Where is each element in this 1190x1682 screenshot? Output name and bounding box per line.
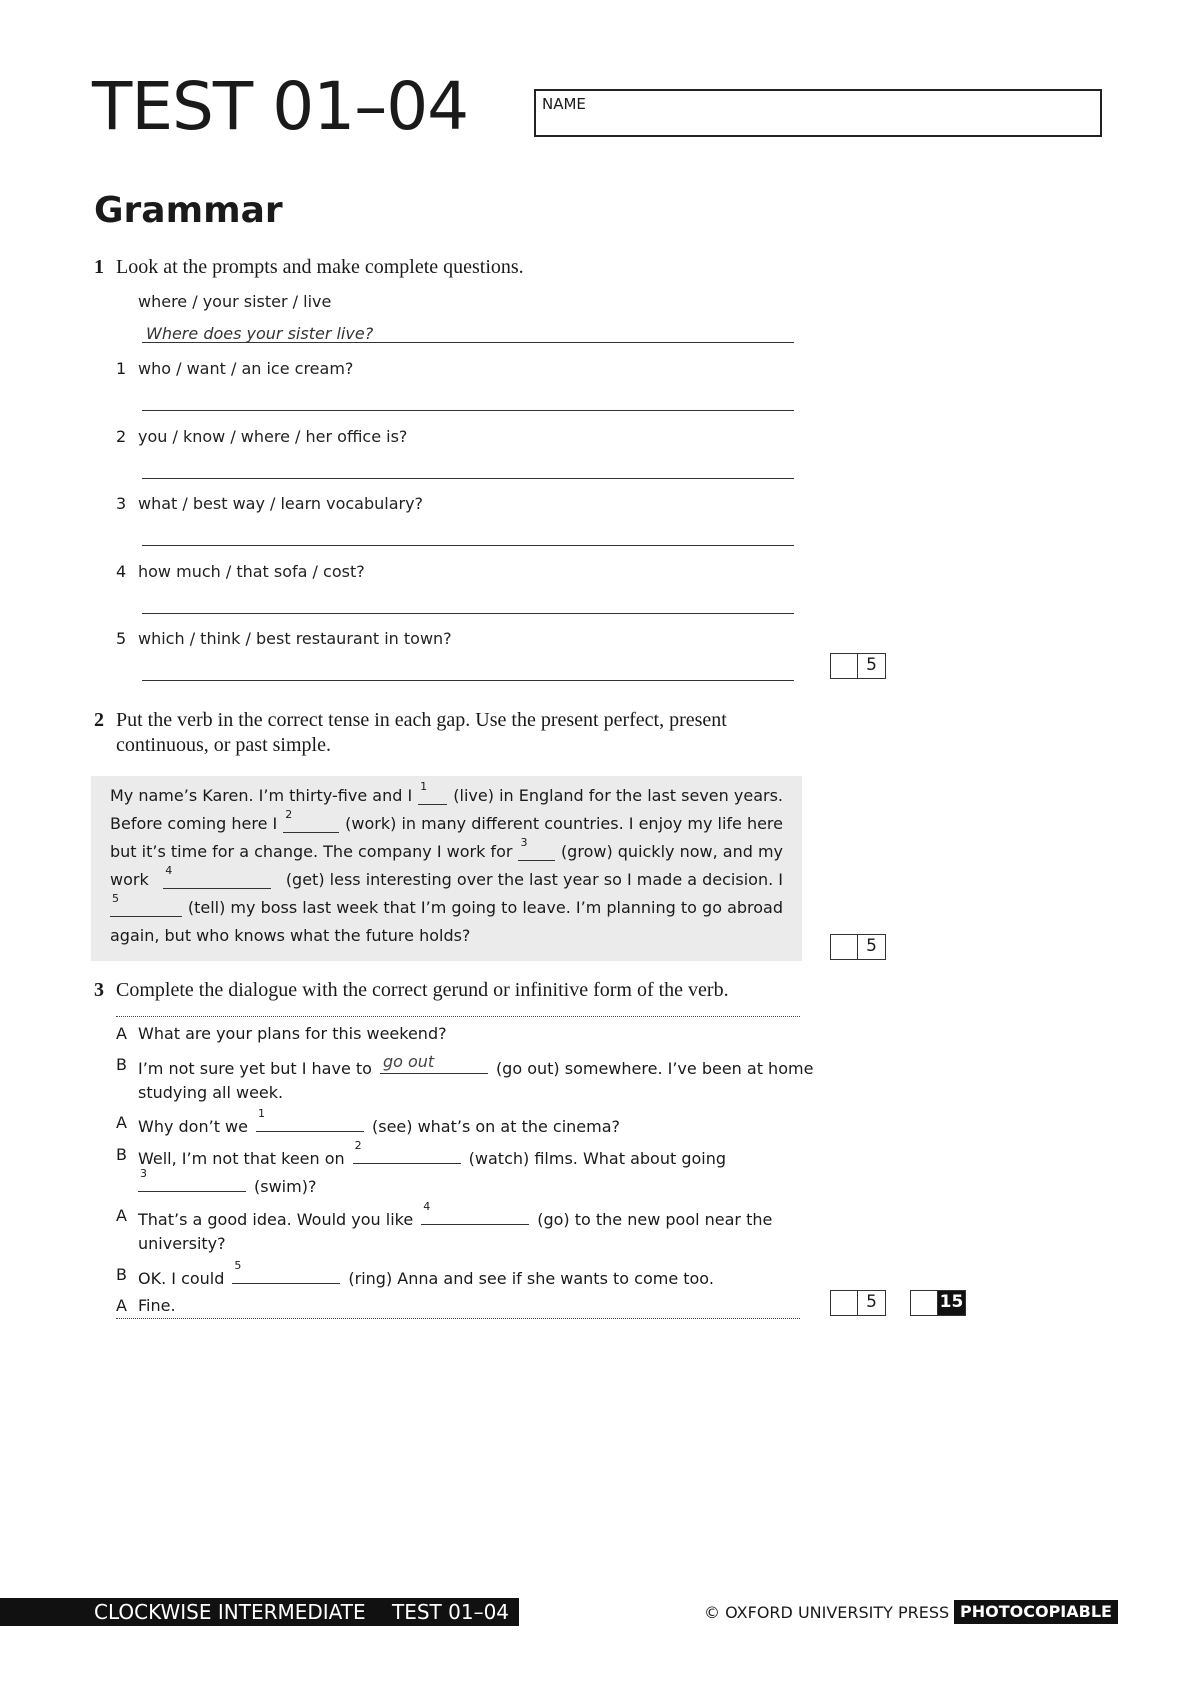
ex2-score-max: 5 (866, 936, 877, 956)
item-number: 1 (116, 359, 127, 378)
answer-line[interactable] (142, 680, 794, 681)
speaker-label: A (116, 1296, 127, 1315)
item-number: 5 (116, 629, 127, 648)
answer-line[interactable] (142, 613, 794, 614)
paragraph-text: (grow) quickly now, and my (560, 842, 783, 861)
dialogue-text: OK. I could (138, 1269, 225, 1288)
gap-input-5[interactable] (232, 1259, 340, 1284)
ex3-score-max: 5 (866, 1292, 877, 1312)
ex1-instruction: Look at the prompts and make complete questions. (116, 256, 524, 278)
dialogue-line (138, 1167, 317, 1196)
dialogue-top-rule (116, 1016, 800, 1017)
dialogue-text: (swim)? (254, 1177, 317, 1196)
paragraph-text: but it’s time for a change. The company I work for (110, 842, 513, 861)
paragraph-line (110, 808, 783, 842)
paragraph-line (110, 864, 783, 898)
footer-publisher: © OXFORD UNIVERSITY PRESS (704, 1603, 950, 1622)
example-gap (380, 1052, 488, 1074)
footer-test: TEST 01–04 (392, 1600, 510, 1624)
ex1-example-answer: Where does your sister live? (146, 324, 374, 343)
dialogue-text: (ring) Anna and see if she wants to come too. (348, 1269, 714, 1288)
item-number: 4 (116, 562, 127, 581)
dialogue-text: (see) what’s on at the cinema? (371, 1117, 621, 1136)
gap-number: 5 (234, 1259, 242, 1272)
item-number: 3 (116, 494, 127, 513)
answer-line[interactable] (142, 545, 794, 546)
dialogue-text: Well, I’m not that keen on (138, 1149, 345, 1168)
gap-input-1[interactable] (418, 780, 447, 805)
answer-line (142, 342, 794, 343)
dialogue-line (138, 1234, 226, 1253)
dialogue-text: studying all week. (138, 1083, 284, 1102)
paragraph-text: My name’s Karen. I’m thirty-five and I (110, 786, 413, 805)
item-prompt: what / best way / learn vocabulary? (138, 494, 424, 513)
ex1-example-prompt: where / your sister / live (138, 292, 332, 311)
dialogue-text: Why don’t we (138, 1117, 248, 1136)
score-cell (831, 1291, 858, 1315)
ex2-number: 2 (94, 709, 104, 731)
item-prompt: how much / that sofa / cost? (138, 562, 365, 581)
speaker-label: B (116, 1055, 127, 1074)
gap-input-3[interactable] (518, 836, 555, 861)
speaker-label: B (116, 1145, 127, 1164)
paragraph-text: again, but who knows what the future holds? (110, 926, 471, 945)
ex2-instruction-2: continuous, or past simple. (116, 734, 331, 756)
gap-input-3[interactable] (138, 1167, 246, 1192)
dialogue-line (138, 1200, 773, 1229)
total-score-box[interactable] (910, 1290, 966, 1316)
gap-number: 5 (112, 892, 119, 905)
gap-input-1[interactable] (256, 1107, 364, 1132)
total-score-max: 15 (938, 1291, 965, 1315)
item-prompt: you / know / where / her office is? (138, 427, 408, 446)
gap-number: 1 (257, 1107, 265, 1120)
speaker-label: A (116, 1206, 127, 1225)
gap-number: 1 (420, 780, 428, 793)
dialogue-line (138, 1259, 714, 1288)
section-title: Grammar (94, 190, 283, 231)
dialogue-text: Fine. (138, 1296, 176, 1315)
dialogue-text: I’m not sure yet but I have to (138, 1059, 372, 1078)
speaker-label: A (116, 1024, 127, 1043)
name-field[interactable] (534, 89, 1102, 137)
paragraph-text: (live) in England for the last seven years. (453, 786, 783, 805)
paragraph-line (110, 926, 783, 954)
item-number: 2 (116, 427, 127, 446)
ex3-score-box[interactable] (830, 1290, 886, 1316)
paragraph-text: (work) in many different countries. I enjoy my life here (345, 814, 783, 833)
ex3-instruction: Complete the dialogue with the correct gerund or infinitive form of the verb. (116, 979, 729, 1001)
dialogue-text: (go out) somewhere. I’ve been at home (495, 1059, 814, 1078)
dialogue-line (138, 1296, 176, 1315)
speaker-label: A (116, 1113, 127, 1132)
footer-course: CLOCKWISE INTERMEDIATE (94, 1600, 366, 1624)
answer-line[interactable] (142, 410, 794, 411)
score-cell (831, 935, 858, 959)
score-cell (831, 654, 858, 678)
dialogue-text: (go) to the new pool near the (537, 1210, 773, 1229)
ex3-number: 3 (94, 979, 104, 1001)
gap-number: 3 (520, 836, 528, 849)
name-label: NAME (542, 95, 586, 113)
gap-number: 2 (285, 808, 293, 821)
ex2-score-box[interactable] (830, 934, 886, 960)
dialogue-text: What are your plans for this weekend? (138, 1024, 447, 1043)
answer-line[interactable] (142, 478, 794, 479)
paragraph-text: (get) less interesting over the last year so I made a decision. I (285, 870, 783, 889)
dialogue-line (138, 1052, 814, 1078)
paragraph-line (110, 780, 783, 814)
example-answer: go out (382, 1052, 435, 1071)
gap-input-2[interactable] (283, 808, 339, 833)
ex1-number: 1 (94, 256, 104, 278)
gap-number: 3 (140, 1167, 147, 1180)
score-cell (911, 1291, 938, 1315)
paragraph-text: work (110, 870, 149, 889)
footer-course-bar (0, 1598, 519, 1626)
gap-number: 4 (423, 1200, 431, 1213)
paragraph-text: Before coming here I (110, 814, 278, 833)
test-title: TEST 01–04 (92, 68, 469, 145)
gap-input-5[interactable] (110, 892, 182, 917)
dialogue-bottom-rule (116, 1318, 800, 1319)
paragraph-line (110, 892, 783, 926)
dialogue-text: university? (138, 1234, 226, 1253)
item-prompt: which / think / best restaurant in town? (138, 629, 452, 648)
gap-input-4[interactable] (163, 864, 271, 889)
dialogue-text: That’s a good idea. Would you like (138, 1210, 414, 1229)
gap-number: 2 (354, 1139, 362, 1152)
dialogue-line (138, 1139, 727, 1168)
ex2-instruction-1: Put the verb in the correct tense in each gap. Use the present perfect, present (116, 709, 727, 731)
paragraph-line (110, 836, 783, 870)
gap-input-2[interactable] (353, 1139, 461, 1164)
dialogue-line (138, 1083, 283, 1102)
gap-number: 4 (165, 864, 173, 877)
paragraph-text: (tell) my boss last week that I’m going to leave. I’m planning to go abroad (187, 898, 783, 917)
ex1-score-max: 5 (866, 655, 877, 675)
gap-input-4[interactable] (421, 1200, 529, 1225)
item-prompt: who / want / an ice cream? (138, 359, 354, 378)
speaker-label: B (116, 1265, 127, 1284)
ex1-score-box[interactable] (830, 653, 886, 679)
dialogue-line (138, 1024, 447, 1043)
dialogue-line (138, 1107, 621, 1136)
photocopiable-badge: PHOTOCOPIABLE (954, 1600, 1118, 1624)
dialogue-text: (watch) films. What about going (468, 1149, 727, 1168)
